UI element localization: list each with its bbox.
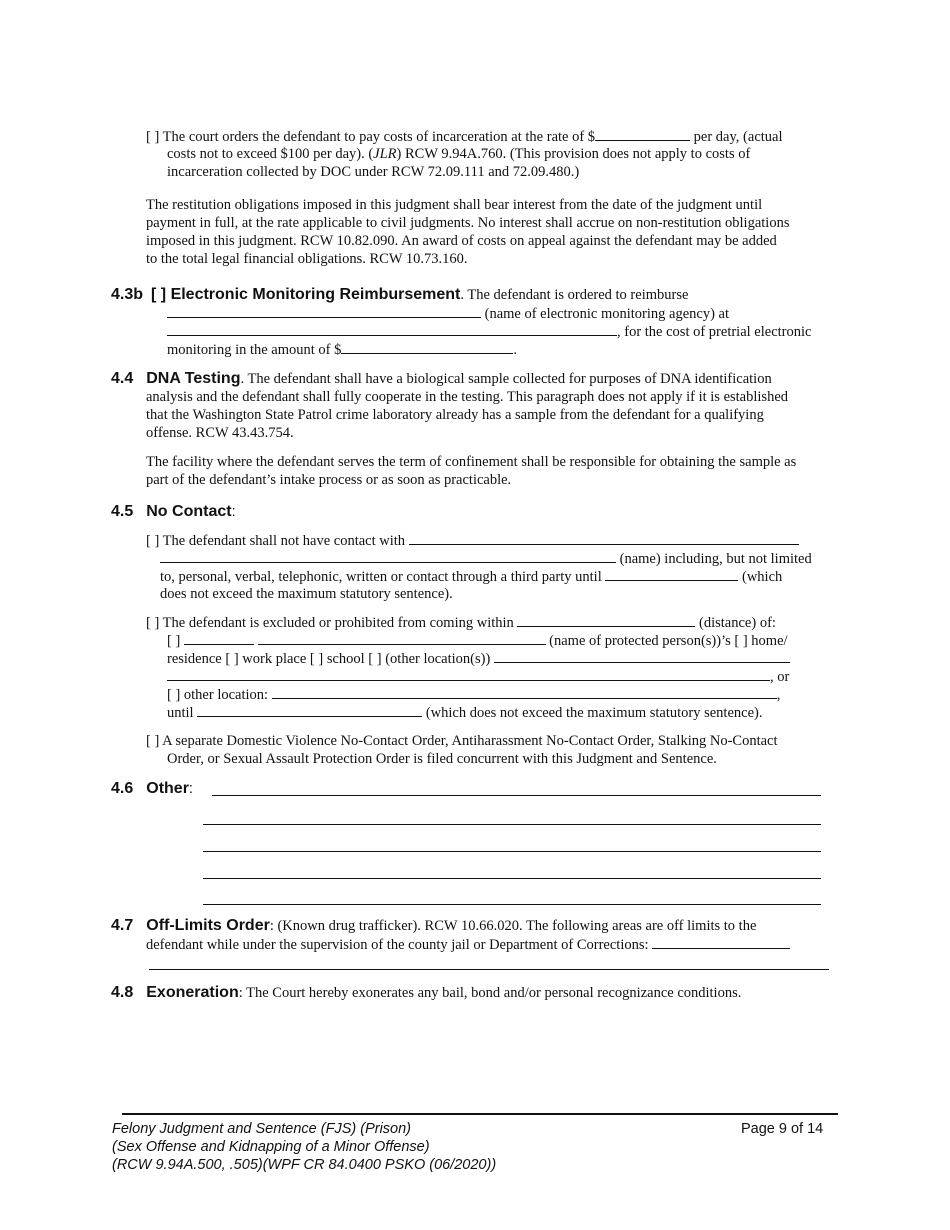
dna-line-2: analysis and the defendant shall fully cooperate in the testing. This paragraph does not apply if it is established [146, 389, 789, 405]
no-contact-c-line-1: [ ] A separate Domestic Violence No-Contact Order, Antiharassment No-Contact Order, Stalking No-Contact [146, 733, 778, 749]
incarceration-line-2: costs not to exceed $100 per day). (JLR) RCW 9.94A.760. (This provision does not apply to costs of [167, 146, 751, 162]
footer-form-reference: (RCW 9.94A.500, .505)(WPF CR 84.0400 PSKO (06/2020)) [112, 1157, 497, 1173]
restitution-line-3: imposed in this judgment. RCW 10.82.090. An award of costs on appeal against the defendant may be added [146, 233, 777, 249]
distance-blank[interactable] [517, 613, 695, 627]
monitoring-amount-blank[interactable] [341, 340, 513, 354]
no-contact-b-line-1: [ ] The defendant is excluded or prohibited from coming within (distance) of: [146, 615, 776, 631]
no-contact-a-line-1: [ ] The defendant shall not have contact with [146, 531, 799, 550]
section-number: 4.3b [111, 286, 144, 303]
section-4-5: 4.5 No Contact: [111, 503, 236, 520]
no-contact-a-line-2: (name) including, but not limited [160, 549, 812, 568]
contact-name-blank-2[interactable] [160, 549, 616, 563]
incarceration-line-1: [ ] The court orders the defendant to pay costs of incarceration at the rate of $ per day, (actual [146, 129, 783, 145]
other-line-1[interactable] [212, 795, 821, 796]
contact-name-blank[interactable] [409, 531, 799, 545]
no-contact-b-line-5: [ ] other location: , [167, 687, 781, 703]
section-4-7: 4.7 Off-Limits Order: (Known drug trafficker). RCW 10.66.020. The following areas are off limits to the [111, 917, 757, 934]
protected-blank-1[interactable] [184, 631, 254, 645]
page-number: Page 9 of 14 [741, 1121, 824, 1137]
other-line-3[interactable] [203, 851, 821, 852]
dna-para2-line-2: part of the defendant’s intake process or as soon as practicable. [146, 472, 512, 488]
no-contact-b-line-4: , or [167, 667, 789, 686]
other-locations-blank-2[interactable] [167, 667, 770, 681]
no-contact-a-line-4: does not exceed the maximum statutory sentence). [160, 586, 453, 602]
off-limits-area-line[interactable] [149, 969, 829, 970]
agency-name-blank[interactable] [167, 304, 481, 318]
dna-line-3: that the Washington State Patrol crime laboratory already has a sample from the defendant for a qualifying [146, 407, 764, 423]
section-number: 4.7 [111, 917, 134, 934]
other-locations-blank[interactable] [494, 649, 790, 663]
no-contact-b-line-3: residence [ ] work place [ ] school [ ] (other location(s)) [167, 649, 790, 668]
section-heading: No Contact [146, 503, 232, 520]
dna-para2-line-1: The facility where the defendant serves the term of confinement shall be responsible for obtaining the sample as [146, 454, 797, 470]
section-number: 4.5 [111, 503, 134, 520]
section-4-3b-line-2: (name of electronic monitoring agency) at [167, 304, 729, 323]
restitution-line-1: The restitution obligations imposed in this judgment shall bear interest from the date of the judgment until [146, 197, 763, 213]
section-heading: Off-Limits Order [146, 917, 270, 934]
incarceration-line-3: incarceration collected by DOC under RCW 72.09.111 and 72.09.480.) [167, 164, 580, 180]
section-number: 4.4 [111, 370, 134, 387]
other-line-5[interactable] [203, 904, 821, 905]
no-contact-b-line-2: [ ] (name of protected person(s))’s [ ] home/ [167, 633, 788, 649]
other-location-blank[interactable] [272, 685, 777, 699]
restitution-line-4: to the total legal financial obligations. RCW 10.73.160. [146, 251, 468, 267]
footer-form-title: Felony Judgment and Sentence (FJS) (Prison) [112, 1121, 411, 1137]
section-number: 4.6 [111, 780, 134, 797]
section-heading: [ ] Electronic Monitoring Reimbursement [151, 286, 461, 303]
section-heading: Exoneration [146, 984, 239, 1001]
off-limits-area-blank[interactable] [652, 935, 790, 949]
no-contact-c-line-2: Order, or Sexual Assault Protection Order is filed concurrent with this Judgment and Sentence. [167, 751, 717, 767]
rate-blank[interactable] [595, 127, 690, 141]
section-4-6: 4.6 Other: [111, 780, 193, 797]
protected-person-blank[interactable] [258, 631, 546, 645]
until-blank[interactable] [197, 703, 422, 717]
section-heading: DNA Testing [146, 370, 241, 387]
section-4-8: 4.8 Exoneration: The Court hereby exonerates any bail, bond and/or personal recognizance conditions. [111, 984, 742, 1001]
section-4-3b-line-4: monitoring in the amount of $ . [167, 342, 518, 358]
off-limits-line-2: defendant while under the supervision of the county jail or Department of Corrections: [146, 935, 790, 954]
footer-form-subtitle: (Sex Offense and Kidnapping of a Minor Offense) [112, 1139, 430, 1155]
footer-divider [122, 1113, 838, 1115]
section-4-3b: 4.3b [ ] Electronic Monitoring Reimbursement. The defendant is ordered to reimburse [111, 286, 689, 303]
other-line-2[interactable] [203, 824, 821, 825]
agency-address-blank[interactable] [167, 322, 617, 336]
section-4-3b-line-3: , for the cost of pretrial electronic [167, 322, 811, 341]
until-date-blank[interactable] [605, 567, 738, 581]
section-number: 4.8 [111, 984, 134, 1001]
other-line-4[interactable] [203, 878, 821, 879]
dna-line-4: offense. RCW 43.43.754. [146, 425, 294, 441]
section-4-4: 4.4 DNA Testing. The defendant shall have a biological sample collected for purposes of DNA identification [111, 370, 772, 387]
restitution-line-2: payment in full, at the rate applicable to civil judgments. No interest shall accrue on non-restitution obligations [146, 215, 790, 231]
section-heading: Other [146, 780, 189, 797]
no-contact-a-line-3: to, personal, verbal, telephonic, written or contact through a third party until (which [160, 569, 783, 585]
no-contact-b-line-6: until (which does not exceed the maximum statutory sentence). [167, 705, 763, 721]
